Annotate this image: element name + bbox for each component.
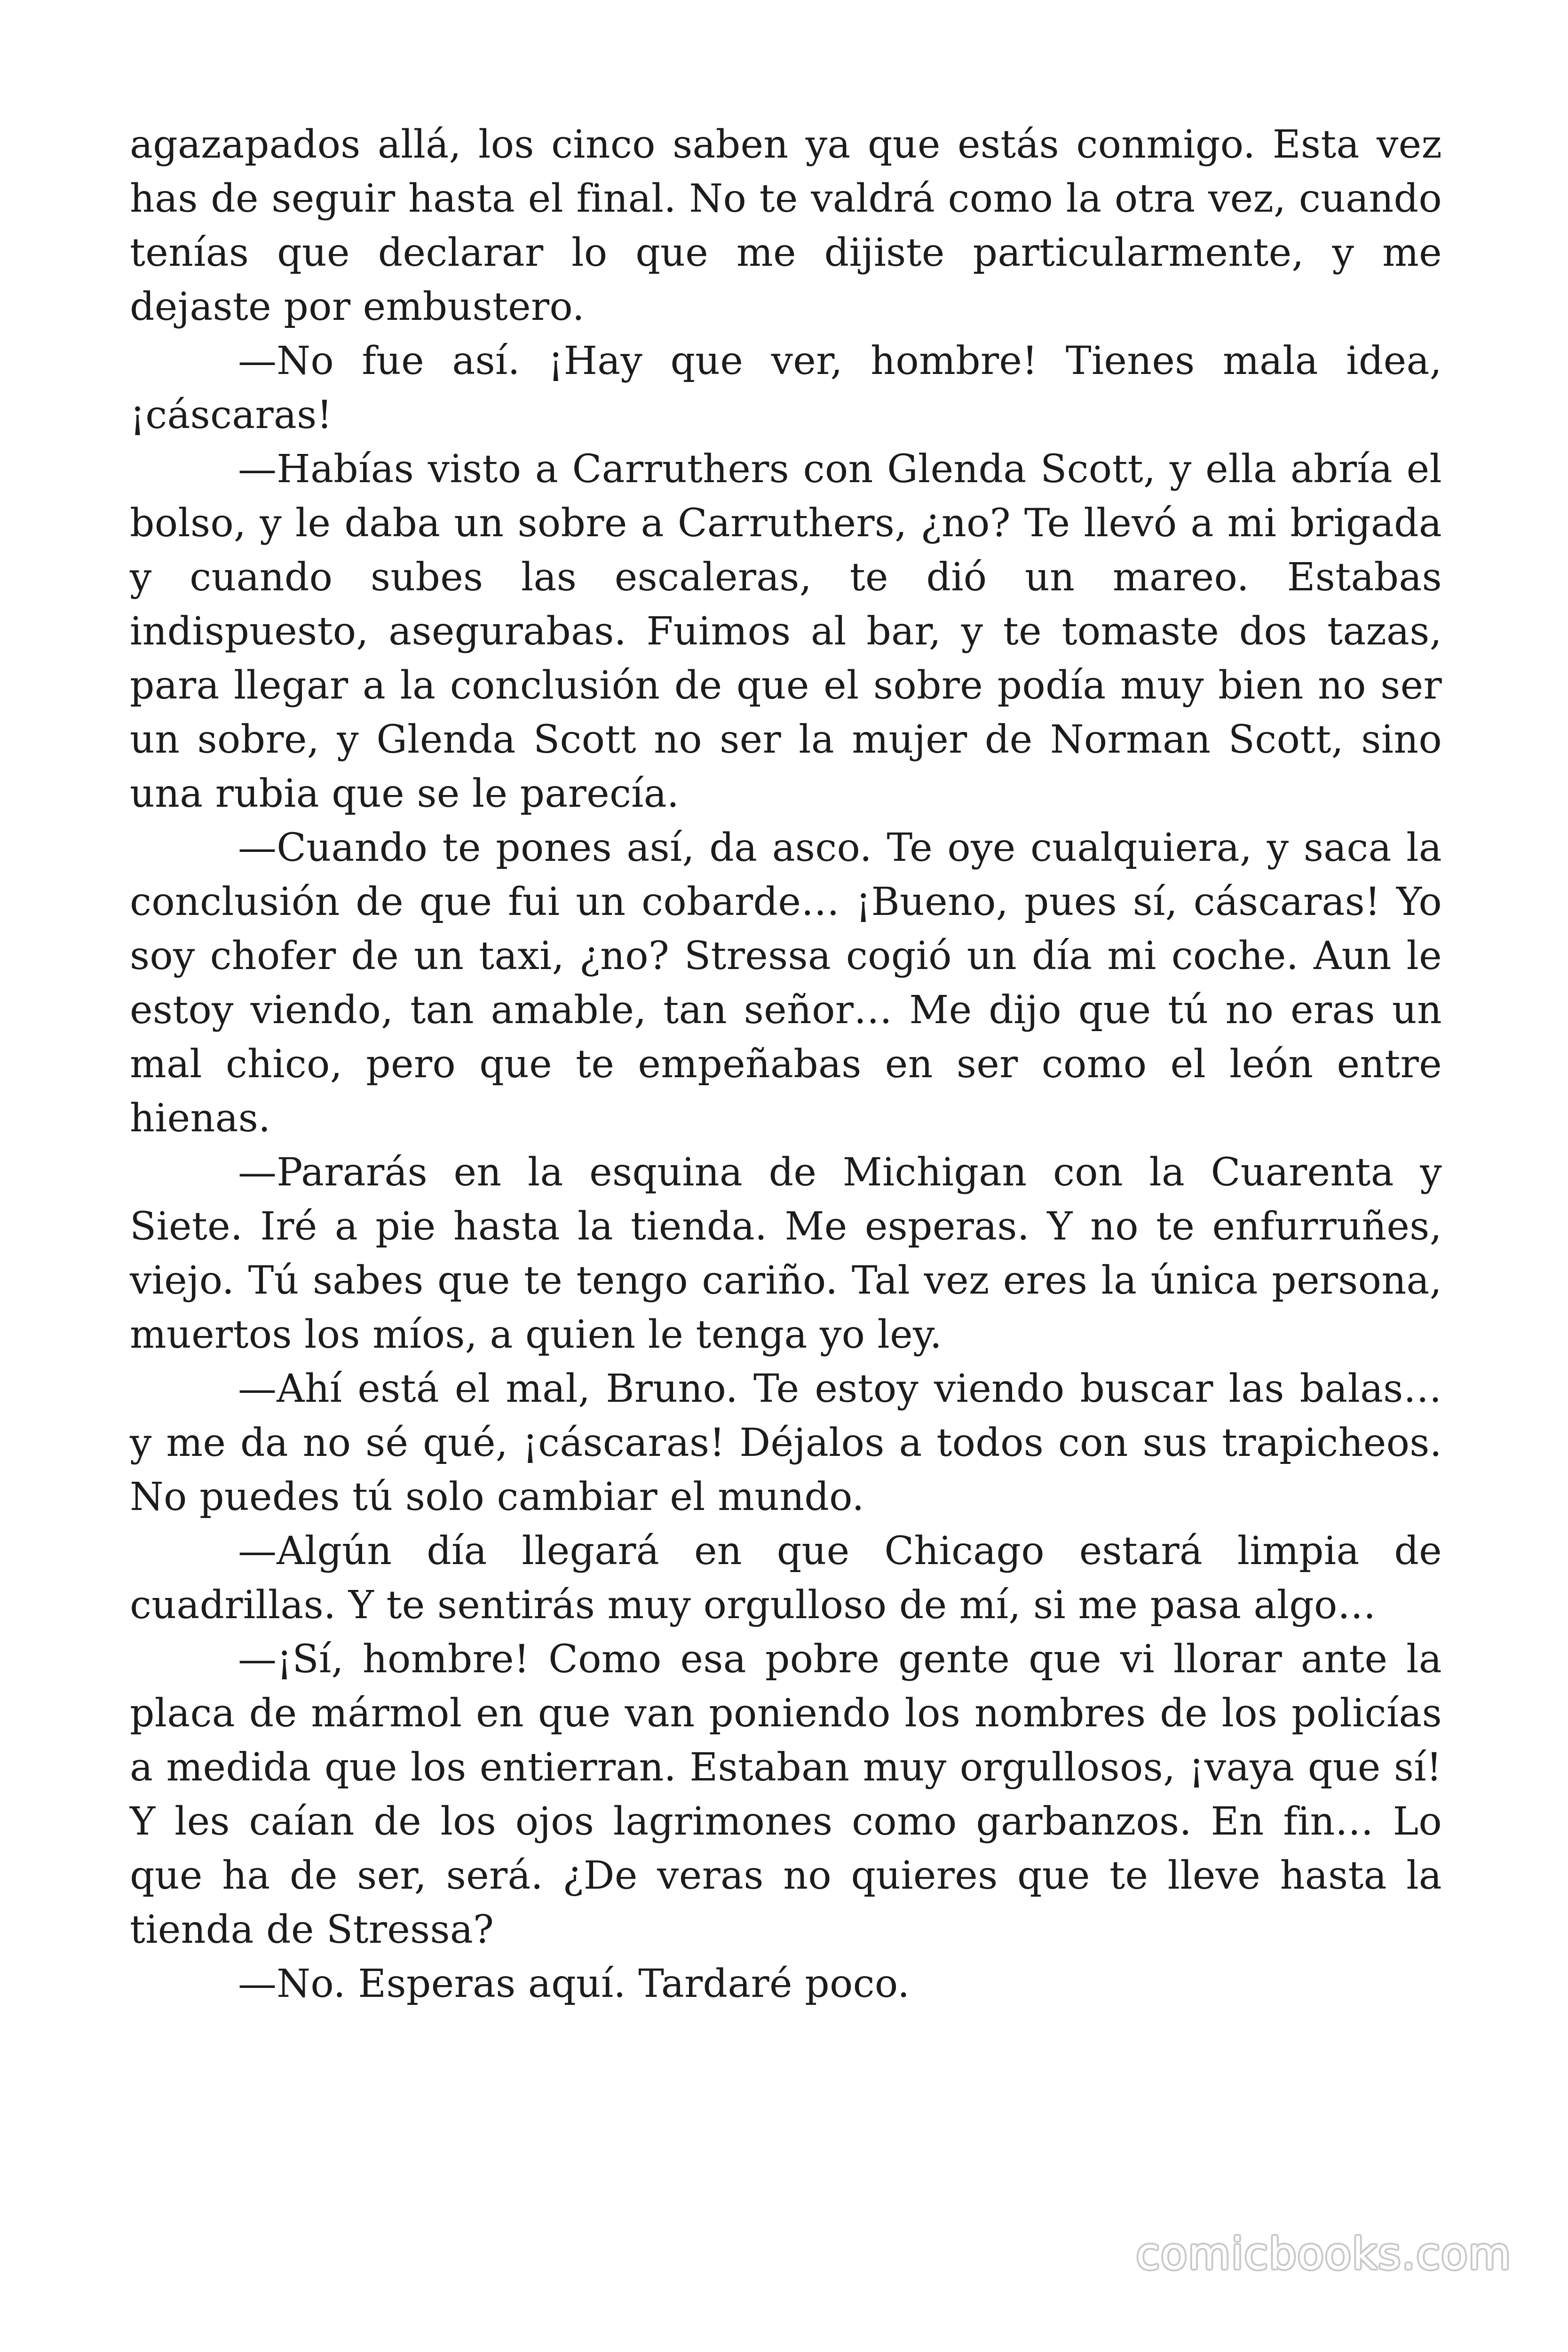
- paragraph-continuation: agazapados allá, los cinco saben ya que estás conmigo. Esta vez has de seguir hasta el final. No te valdrá como la otra vez, cuando tenías que declarar lo que me dijiste particularmente, y me dejaste por embustero.: [130, 122, 1442, 329]
- dialogue-paragraph: —¡Sí, hombre! Como esa pobre gente que vi llorar ante la placa de mármol en que van poniendo los nombres de los policías a medida que los entierran. Estaban muy orgullosos, ¡vaya que sí! Y les caían de los ojos lagrimones como garbanzos. En fin… Lo que ha de ser, será. ¿De veras no quieres que te lleve hasta la tienda de Stressa?: [130, 1637, 1442, 1952]
- dialogue-paragraph: —Cuando te pones así, da asco. Te oye cualquiera, y saca la conclusión de que fui un cobarde… ¡Bueno, pues sí, cáscaras! Yo soy chofer de un taxi, ¿no? Stressa cogió un día mi coche. Aun le estoy viendo, tan amable, tan señor… Me dijo que tú no eras un mal chico, pero que te empeñabas en ser como el león entre hienas.: [130, 826, 1442, 1141]
- dialogue-paragraph: —Pararás en la esquina de Michigan con la Cuarenta y Siete. Iré a pie hasta la tienda. Me esperas. Y no te enfurruñes, viejo. Tú sabes que te tengo cariño. Tal vez eres la única persona, muertos los míos, a quien le tenga yo ley.: [130, 1150, 1442, 1357]
- dialogue-paragraph: —No fue así. ¡Hay que ver, hombre! Tienes mala idea, ¡cáscaras!: [130, 339, 1442, 437]
- watermark: comicbooks.com: [1136, 2229, 1512, 2279]
- dialogue-paragraph: —Ahí está el mal, Bruno. Te estoy viendo buscar las balas… y me da no sé qué, ¡cáscaras! Déjalos a todos con sus trapicheos. No puedes tú solo cambiar el mundo.: [130, 1367, 1442, 1519]
- dialogue-paragraph: —Algún día llegará en que Chicago estará limpia de cuadrillas. Y te sentirás muy orgulloso de mí, si me pasa algo…: [130, 1529, 1442, 1628]
- dialogue-paragraph: —Habías visto a Carruthers con Glenda Scott, y ella abría el bolso, y le daba un sobre a Carruthers, ¿no? Te llevó a mi brigada y cuando subes las escaleras, te dió un mareo. Estabas indispuesto, asegurabas. Fuimos al bar, y te tomaste dos tazas, para llegar a la conclusión de que el sobre podía muy bien no ser un sobre, y Glenda Scott no ser la mujer de Norman Scott, sino una rubia que se le parecía.: [130, 447, 1442, 816]
- body-text: [130, 118, 1442, 2011]
- dialogue-paragraph: —No. Esperas aquí. Tardaré poco.: [238, 1962, 910, 2006]
